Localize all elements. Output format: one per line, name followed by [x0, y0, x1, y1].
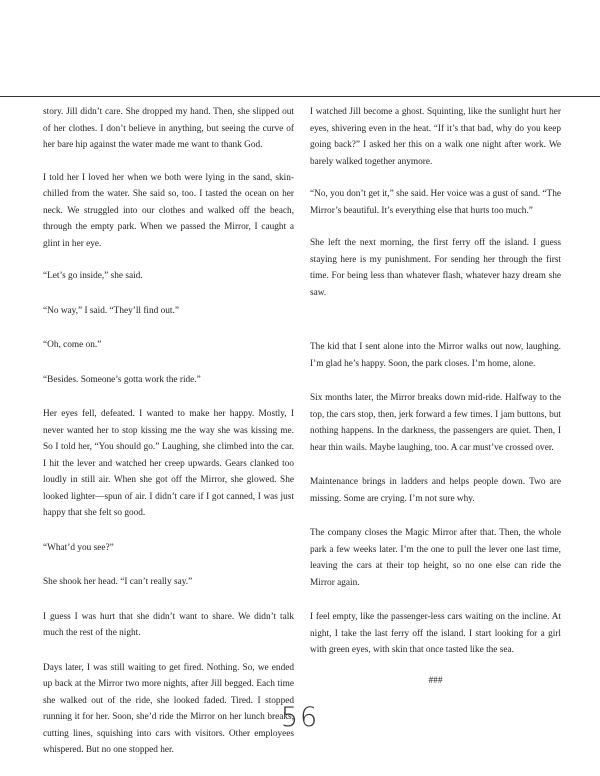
left-column — [43, 104, 294, 759]
paragraph: Maintenance brings in ladders and helps people down. Two are missing. Some are crying. I’m not sure why. — [310, 477, 561, 504]
paragraph: Days later, I was still waiting to get fired. Nothing. So, we ended up back at the Mirror two more nights, after Jill begged. Each time she walked out of the ride, she looked faded. Tired. I stopped running it for her. Soon, she’d ride the Mirror on her lunch breaks, cutting lines, squishing into cars with visitors. Other employees whispered. But no one stopped her. — [43, 662, 294, 755]
paragraph: Her eyes fell, defeated. I wanted to make her happy. Mostly, I never wanted her to stop kissing me the way she was kissing me. So I told her, “You should go.” Laughing, she climbed into the car. I hit the lever and watched her creep upwards. Gears clanked too loudly in still air. When she got off the Mirror, she glowed. She looked lighter—spun of air. I didn’t care if I got canned, I was just happy that she felt so good. — [43, 409, 294, 518]
paragraph: She shook her head. “I can’t really say.” — [43, 577, 193, 587]
paragraph: I told her I loved her when we both were lying in the sand, skin-chilled from the water. She said so, too. I tasted the ocean on her neck. We struggled into our clothes and walked off the beach, through the empty park. When we passed the Mirror, I caught a glint in her eye. — [43, 172, 294, 249]
paragraph: story. Jill didn’t care. She dropped my hand. Then, she slipped out of her clothes. I don’t believe in anything, but seeing the curve of her bare hip against the water made me want to thank God. — [43, 107, 294, 150]
right-column — [310, 104, 561, 689]
section-break: ### — [428, 675, 443, 686]
paragraph: She left the next morning, the first ferry off the island. I guess staying here is my punishment. For sending her through the first time. For being less than whatever flash, whatever hazy dream she saw. — [310, 238, 561, 298]
paragraph: “Besides. Someone’s gotta work the ride.” — [43, 374, 201, 385]
paragraph: The kid that I sent alone into the Mirror walks out now, laughing. I’m glad he’s happy. Soon, the park closes. I’m home, alone. — [310, 342, 561, 369]
header-rule — [0, 96, 600, 97]
paragraph: The company closes the Magic Mirror after that. Then, the whole park a few weeks later. I’m the one to pull the lever one last time, leaving the cars at their top height, so no one else can ride the Mirror again. — [310, 528, 561, 588]
paragraph: “No way,” I said. “They’ll find out.” — [43, 305, 179, 316]
page-number: 56 — [280, 702, 320, 733]
paragraph: “What’d you see?” — [43, 542, 114, 553]
paragraph: I feel empty, like the passenger-less cars waiting on the incline. At night, I take the last ferry off the island. I start looking for a girl with green eyes, with skin that once tasted like the sea. — [310, 612, 561, 655]
paragraph: I watched Jill become a ghost. Squinting, like the sunlight hurt her eyes, shivering even in the heat. “If it’s that bad, why do you keep going back?” I asked her this on a walk one night after work. We barely walked together anymore. — [310, 107, 561, 167]
paragraph: “Let’s go inside,” she said. — [43, 271, 143, 281]
paragraph: “No, you don’t get it,” she said. Her voice was a gust of sand. “The Mirror’s beautiful. It’s everything else that hurts too much.” — [310, 189, 561, 216]
paragraph: Six months later, the Mirror breaks down mid-ride. Halfway to the top, the cars stop, then, jerk forward a few times. I jam buttons, but nothing happens. In the darkness, the passengers are quiet. Then, I hear thin wails. Maybe laughing, too. A car must’ve crossed over. — [310, 393, 561, 453]
paragraph: I guess I was hurt that she didn’t want to share. We didn’t talk much the rest of the night. — [43, 611, 294, 638]
paragraph: “Oh, come on.” — [43, 340, 102, 350]
